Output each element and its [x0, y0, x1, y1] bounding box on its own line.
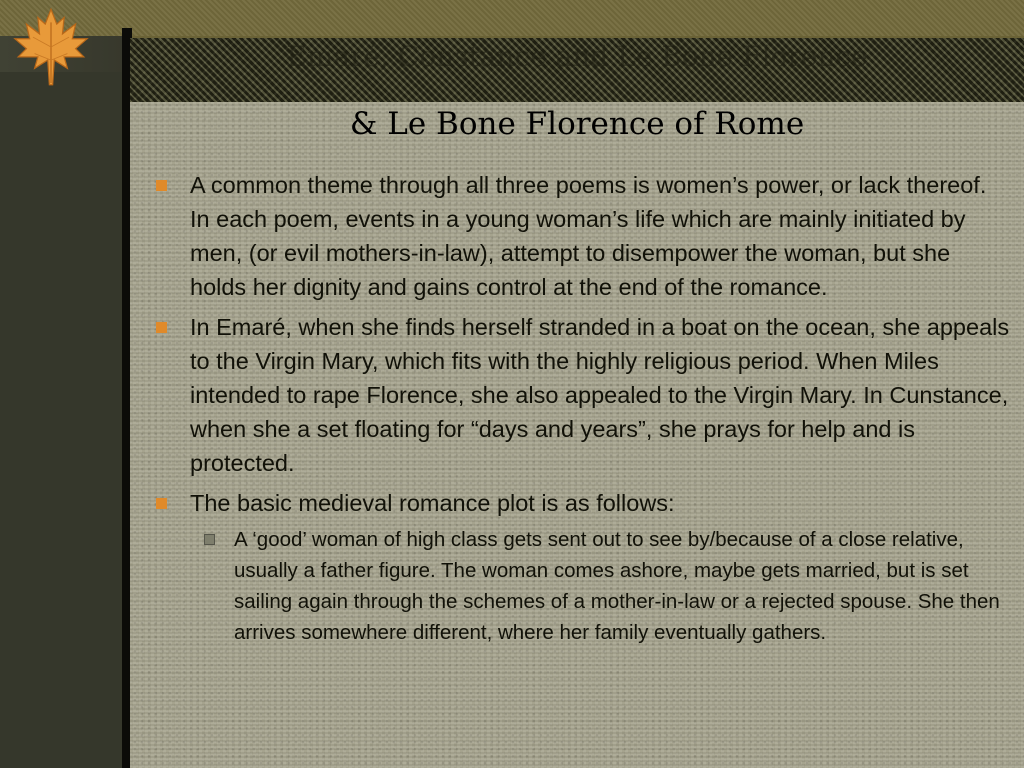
slide-title: & Le Bone Florence of Rome [349, 106, 805, 142]
bullet-item [152, 486, 1012, 520]
sub-bullet-text: A ‘good’ woman of high class gets sent out to see by/because of a close relative, usually a father figure. The woman comes ashore, maybe gets married, but is set sailing again through the schemes of a mother-in-law or a rejected spouse. She then arrives somewhere different, where her family eventually gathers. [234, 528, 1000, 644]
square-bullet-icon [156, 180, 167, 191]
sub-bullet-item [196, 524, 1012, 648]
square-bullet-icon [156, 322, 167, 333]
left-rail-lower [0, 72, 125, 768]
square-bullet-icon [156, 498, 167, 509]
slide-content [152, 168, 1012, 648]
bullet-item [152, 310, 1012, 480]
bullet-text: A common theme through all three poems is women’s power, or lack thereof. In each poem, events in a young woman’s life which are mainly initiated by men, (or evil mothers-in-law), attempt to disempower the woman, but she holds her dignity and gains control at the end of the romance. [190, 172, 987, 300]
slide-title-line1: Emaré, Constance and Le Bone Florence [286, 40, 868, 73]
bullet-text: In Emaré, when she finds herself stranded in a boat on the ocean, she appeals to the Virgin Mary, which fits with the highly religious period. When Miles intended to rape Florence, she also appealed to the Virgin Mary. In Cunstance, when she a set floating for “days and years”, she prays for help and is protected. [190, 314, 1010, 476]
bullet-text: The basic medieval romance plot is as follows: [190, 490, 675, 516]
bullet-item [152, 168, 1012, 304]
square-sub-bullet-icon [204, 534, 215, 545]
maple-leaf-icon [8, 6, 94, 88]
top-band [0, 0, 1024, 36]
